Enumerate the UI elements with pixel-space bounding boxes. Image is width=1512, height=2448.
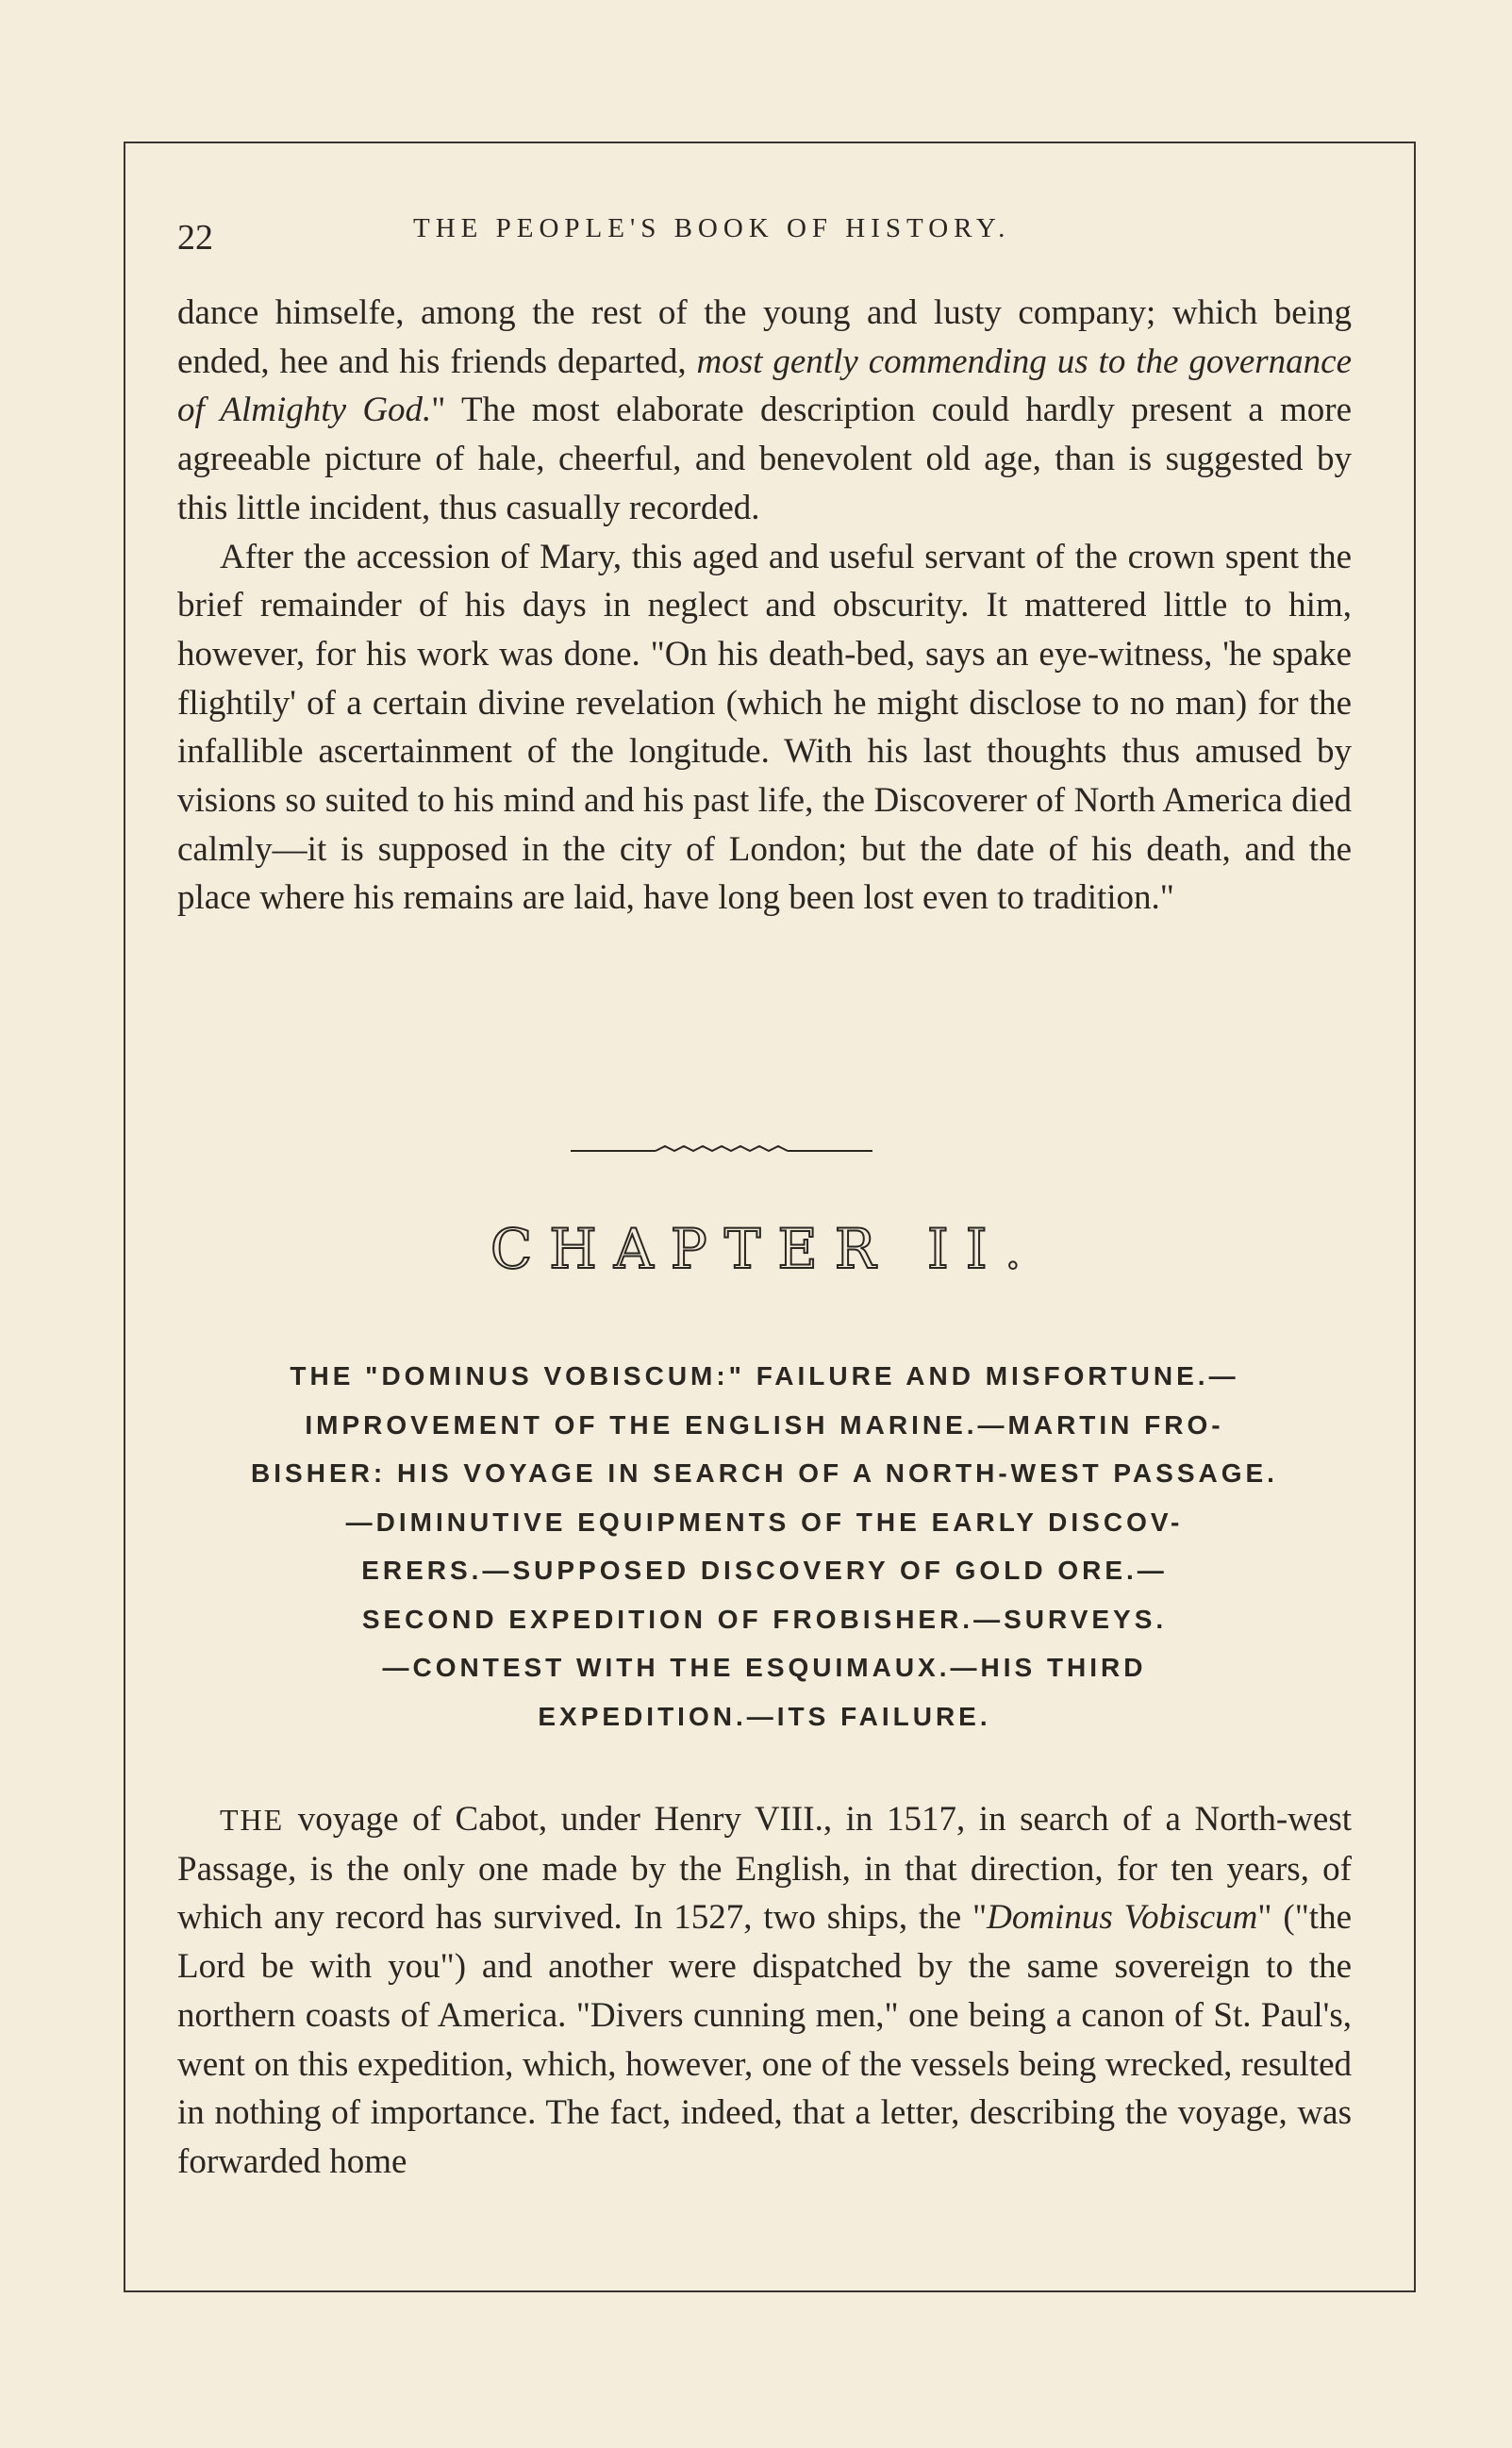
body-text-bottom <box>177 1795 1352 2187</box>
running-title: THE PEOPLE'S BOOK OF HISTORY. <box>413 213 1011 243</box>
chapter-summary <box>177 1352 1352 1740</box>
summary-line: SECOND EXPEDITION OF FROBISHER.—SURVEYS. <box>361 1604 1168 1634</box>
section-divider-ornament <box>571 1141 872 1160</box>
paragraph-2: After the accession of Mary, this aged and useful servant of the crown spent the brief remainder of his days in neglect and obscurity. It mattered little to him, however, for his work was done. "On his death-bed, says an eye-witness, 'he spake flightily' of a certain divine revelation (which he might disclose to no man) for the infallible ascertainment of the longitude. With his last thoughts thus amused by visions so suited to his mind and his past life, the Discoverer of North America died calmly—it is supposed in the city of London; but the date of his death, and the place where his remains are laid, have long been lost even to tradition." <box>177 537 1352 918</box>
paragraph-1-italic-quote: most gently commending us to the governance of Almighty God. <box>177 341 1352 430</box>
page-number: 22 <box>177 218 213 258</box>
paragraph-1 <box>177 289 1352 533</box>
summary-line: —DIMINUTIVE EQUIPMENTS OF THE EARLY DISCOV- <box>345 1507 1184 1537</box>
paragraph-3-text-end: " ("the Lord be with you") and another were dispatched by the same sovereign to the northern coasts of America. "Divers cunning men," one being a canon of St. Paul's, went on this expedition, which, however, one of the vessels being wrecked, resulted in nothing of importance. The fact, indeed, that a letter, describing the voyage, was forwarded home <box>177 1898 1353 2181</box>
summary-line: IMPROVEMENT OF THE ENGLISH MARINE.—MARTIN FRO- <box>305 1409 1224 1440</box>
summary-line: BISHER: HIS VOYAGE IN SEARCH OF A NORTH-WEST PASSAGE. <box>251 1458 1278 1488</box>
body-text-top <box>177 289 1352 923</box>
running-head <box>177 209 1356 266</box>
summary-line: EXPEDITION.—ITS FAILURE. <box>538 1701 991 1731</box>
paragraph-3-lead-word: THE <box>220 1803 285 1837</box>
paragraph-3 <box>177 1795 1352 2187</box>
summary-line: THE "DOMINUS VOBISCUM:" FAILURE AND MISFORTUNE.— <box>290 1361 1239 1391</box>
ship-name-italic: Dominus Vobiscum <box>987 1898 1258 1938</box>
paragraph-1-text: dance himselfe, among the rest of the young and lusty company; which being ended, hee and his friends departed, <box>177 293 1352 381</box>
summary-line: —CONTEST WITH THE ESQUIMAUX.—HIS THIRD <box>382 1653 1147 1682</box>
chapter-heading: CHAPTER II. <box>490 1217 1039 1281</box>
paragraph-3-text: voyage of Cabot, under Henry VIII., in 1517, in search of a North-west Passage, is the only one made by the English, in that direction, for ten years, of which any record has survived. In 1527, two ships, the " <box>177 1800 1352 1938</box>
paragraph-1-text-end: " The most elaborate description could hardly present a more agreeable picture of hale, cheerful, and benevolent old age, than is suggested by this little incident, thus casually recorded. <box>177 391 1352 527</box>
summary-line: ERERS.—SUPPOSED DISCOVERY OF GOLD ORE.— <box>361 1556 1168 1585</box>
